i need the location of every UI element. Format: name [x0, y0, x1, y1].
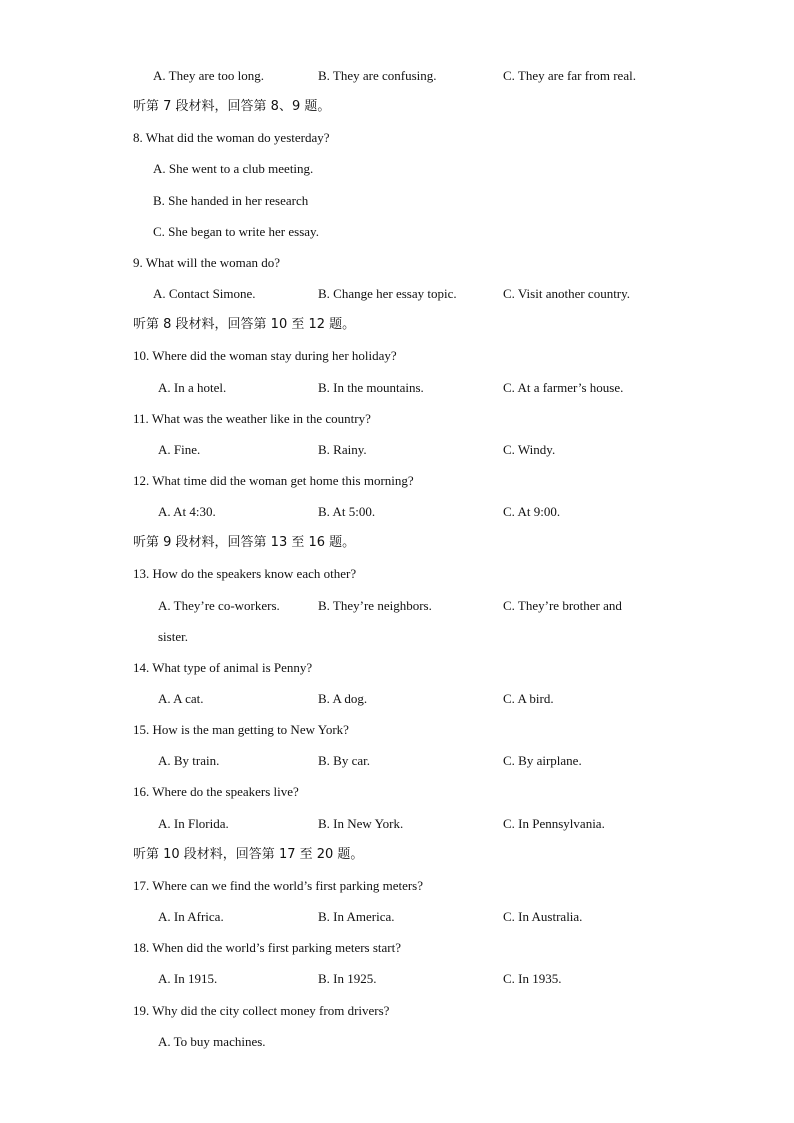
- answer-option: C. Visit another country.: [503, 286, 631, 301]
- answer-option: A. By train.: [158, 753, 220, 768]
- answer-option: C. Windy.: [503, 442, 556, 457]
- answer-option: C. At a farmer’s house.: [503, 380, 624, 395]
- answer-option: B. Change her essay topic.: [318, 286, 457, 301]
- question-text: 10. Where did the woman stay during her holiday?: [133, 348, 397, 363]
- answer-option: B. They’re neighbors.: [318, 598, 432, 613]
- answer-option: B. In New York.: [318, 816, 404, 831]
- answer-option: A. In a hotel.: [158, 380, 227, 395]
- answer-option: C. They’re brother and: [503, 598, 622, 613]
- answer-option: C. In Australia.: [503, 909, 583, 924]
- answer-option: B. In the mountains.: [318, 380, 424, 395]
- answer-option: A. Contact Simone.: [153, 286, 256, 301]
- answer-option: C. At 9:00.: [503, 504, 561, 519]
- question-text: 11. What was the weather like in the country?: [133, 411, 371, 426]
- question-text: 12. What time did the woman get home this morning?: [133, 473, 414, 488]
- question-text: 17. Where can we find the world’s first parking meters?: [133, 878, 423, 893]
- answer-option: A. To buy machines.: [158, 1034, 266, 1049]
- answer-option: A. They are too long.: [153, 68, 264, 83]
- answer-option: A. They’re co-workers.: [158, 598, 280, 613]
- answer-option: B. She handed in her research: [153, 193, 309, 208]
- section-instruction: 听第 8 段材料，回答第 10 至 12 题。: [133, 317, 356, 332]
- question-text: 8. What did the woman do yesterday?: [133, 130, 330, 145]
- question-text: 19. Why did the city collect money from drivers?: [133, 1003, 390, 1018]
- question-text: 9. What will the woman do?: [133, 255, 281, 270]
- question-text: 13. How do the speakers know each other?: [133, 566, 357, 581]
- answer-option: B. A dog.: [318, 691, 368, 706]
- answer-option: B. At 5:00.: [318, 504, 376, 519]
- answer-option: B. In America.: [318, 909, 395, 924]
- question-text: 16. Where do the speakers live?: [133, 784, 299, 799]
- answer-option: B. In 1925.: [318, 971, 377, 986]
- question-text: 18. When did the world’s first parking meters start?: [133, 940, 402, 955]
- answer-option: A. At 4:30.: [158, 504, 216, 519]
- section-instruction: 听第 10 段材料，回答第 17 至 20 题。: [133, 847, 364, 862]
- answer-option: C. In Pennsylvania.: [503, 816, 605, 831]
- answer-option: B. Rainy.: [318, 442, 367, 457]
- answer-option: B. By car.: [318, 753, 370, 768]
- answer-option: A. In Africa.: [158, 909, 224, 924]
- question-text: 14. What type of animal is Penny?: [133, 660, 313, 675]
- answer-option: A. She went to a club meeting.: [153, 161, 314, 176]
- answer-option: C. A bird.: [503, 691, 554, 706]
- answer-option: C. She began to write her essay.: [153, 224, 319, 239]
- answer-option: C. By airplane.: [503, 753, 582, 768]
- answer-option: sister.: [158, 629, 188, 644]
- answer-option: C. In 1935.: [503, 971, 562, 986]
- answer-option: B. They are confusing.: [318, 68, 437, 83]
- answer-option: A. In Florida.: [158, 816, 229, 831]
- answer-option: A. In 1915.: [158, 971, 218, 986]
- section-instruction: 听第 7 段材料，回答第 8、9 题。: [133, 99, 331, 114]
- section-instruction: 听第 9 段材料，回答第 13 至 16 题。: [133, 535, 356, 550]
- answer-option: A. Fine.: [158, 442, 201, 457]
- answer-option: A. A cat.: [158, 691, 204, 706]
- answer-option: C. They are far from real.: [503, 68, 636, 83]
- question-text: 15. How is the man getting to New York?: [133, 722, 349, 737]
